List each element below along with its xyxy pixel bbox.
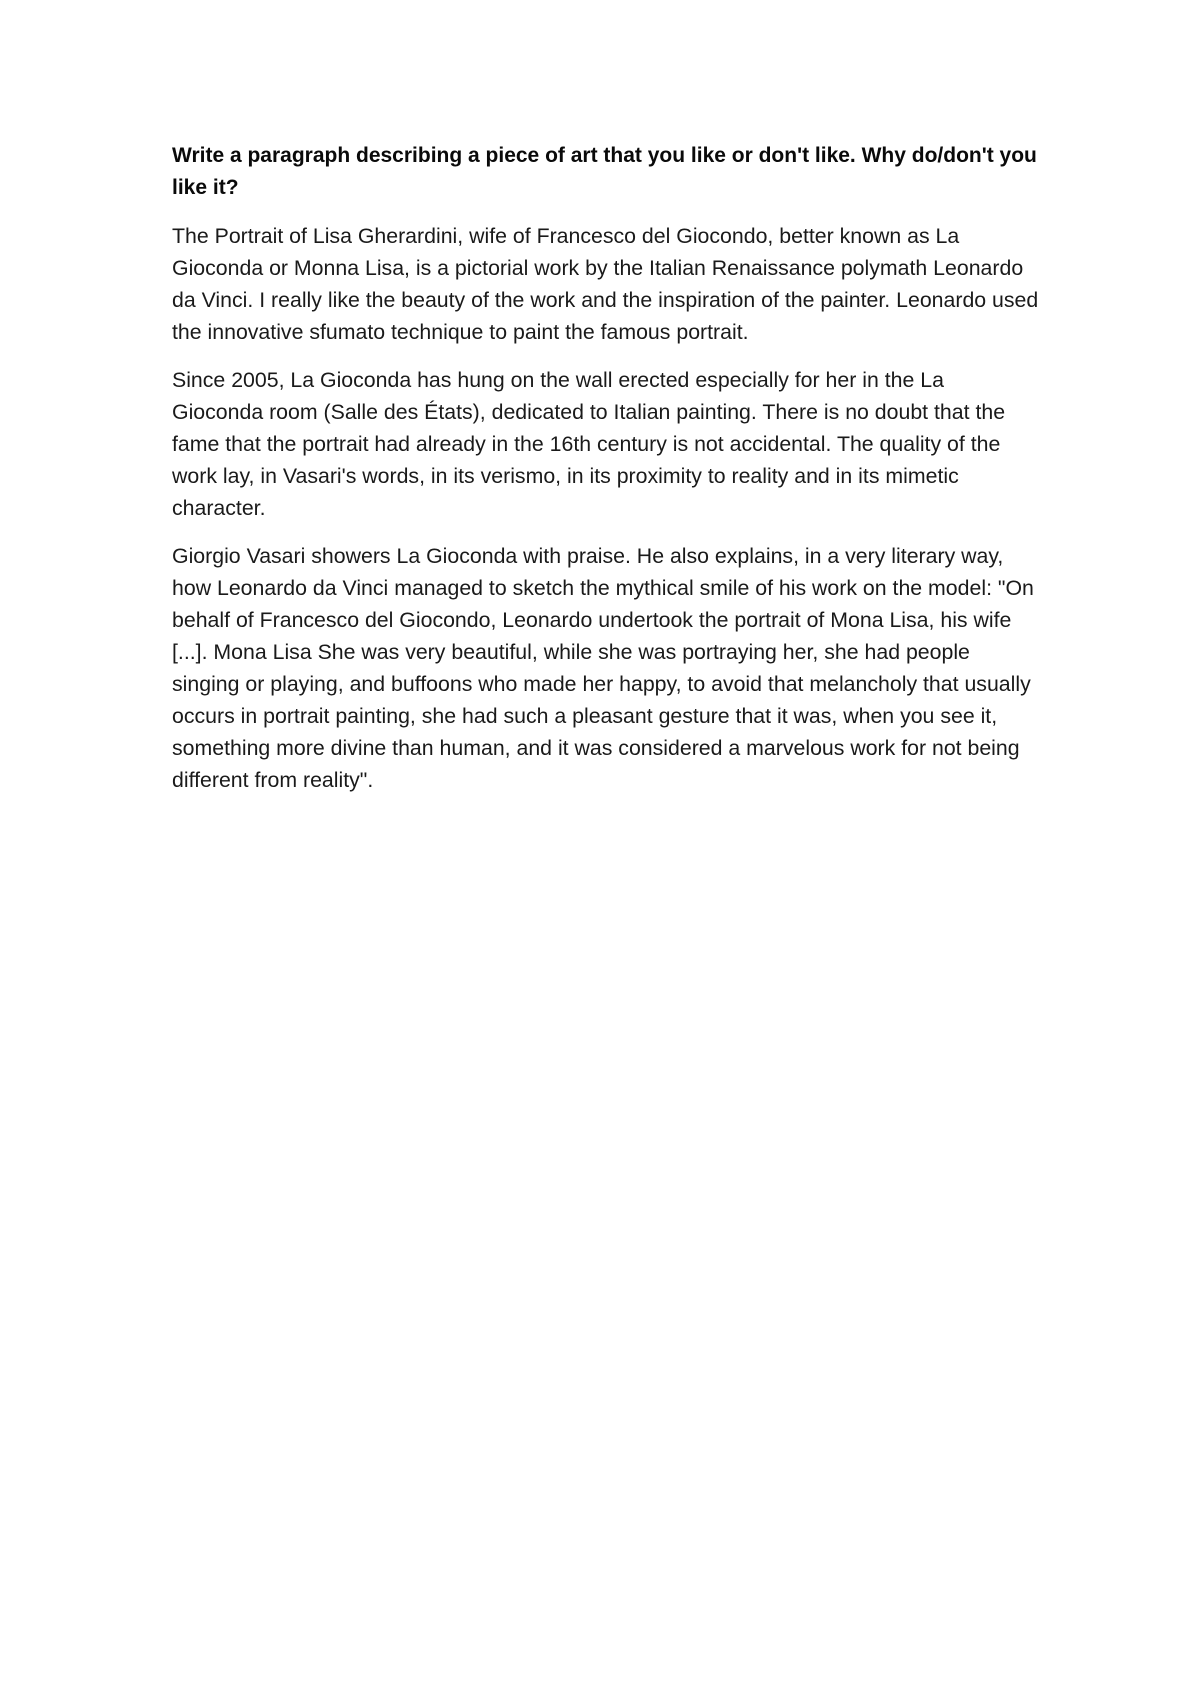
paragraph-intro: The Portrait of Lisa Gherardini, wife of Francesco del Giocondo, better known as La Gioconda or Monna Lisa, is a pictorial work by the Italian Renaissance polymath Leonardo da Vinci. I really like the beauty of the work and the inspiration of the painter. Leonardo used the innovative sfumato technique to paint the famous portrait. [172,224,1039,344]
paragraph-vasari: Giorgio Vasari showers La Gioconda with praise. He also explains, in a very literary way, how Leonardo da Vinci managed to sketch the mythical smile of his work on the model: "On behalf of Francesco del Giocondo, Leonardo undertook the portrait of Mona Lisa, his wife [...]. Mona Lisa She was very beautiful, while she was portraying her, she had people singing or playing, and buffoons who made her happy, to avoid that melancholy that usually occurs in portrait painting, she had such a pleasant gesture that it was, when you see it, something more divine than human, and it was considered a marvelous work for not being different from reality". [172,544,1034,792]
paragraph-location: Since 2005, La Gioconda has hung on the wall erected especially for her in the La Gioconda room (Salle des États), dedicated to Italian painting. There is no doubt that the fame that the portrait had already in the 16th century is not accidental. The quality of the work lay, in Vasari's words, in its verismo, in its proximity to reality and in its mimetic character. [172,368,1006,520]
document-body [172,140,1040,812]
assignment-prompt: Write a paragraph describing a piece of art that you like or don't like. Why do/don't you like it? [172,144,1037,199]
